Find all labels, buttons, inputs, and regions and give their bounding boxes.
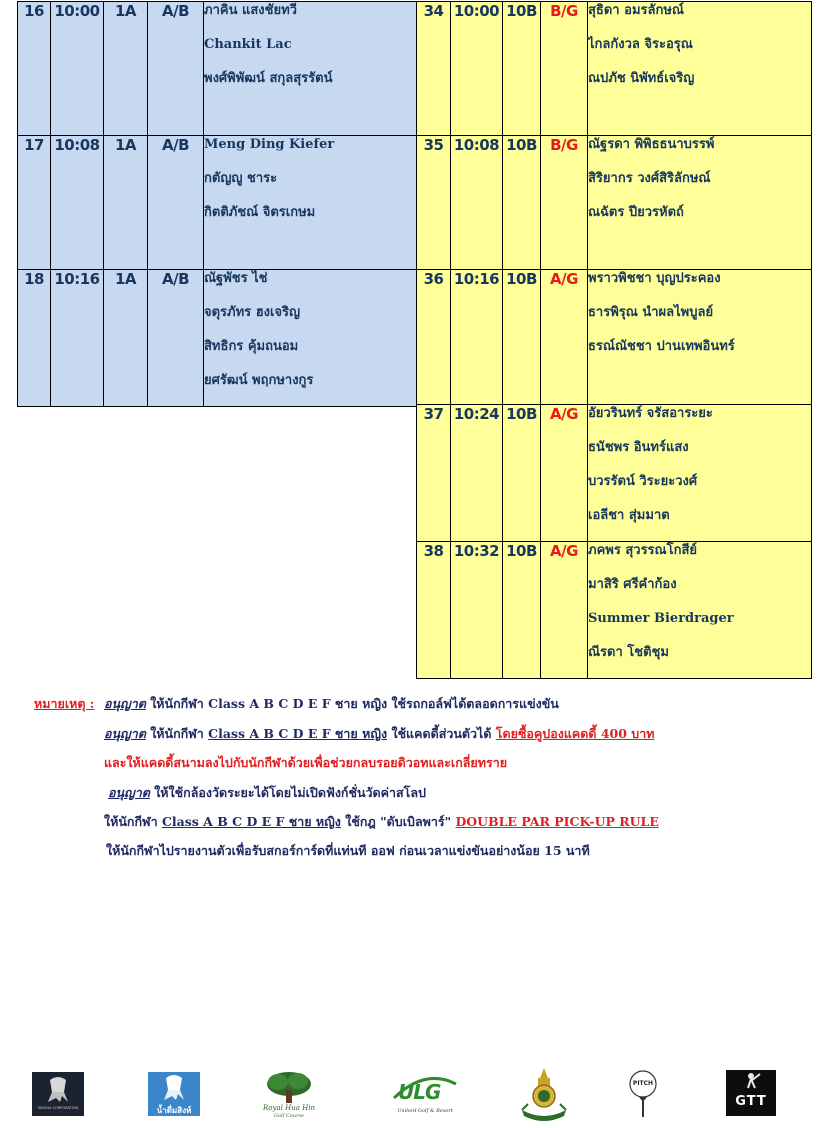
group-number: 37 (417, 405, 451, 542)
player-name: ณฉัตร ปียวรหัตถ์ (588, 205, 684, 220)
player-class: B/G (541, 2, 588, 136)
player-name: ณปภัช นิพัทธ์เจริญ (588, 71, 695, 86)
players-cell (588, 136, 812, 270)
start-hole: 1A (104, 136, 148, 270)
note-text: ให้นักกีฬา Class A B C D E F ชาย หญิง ใช้รถกอล์ฟได้ตลอดการแข่งขัน (145, 696, 559, 711)
player-class: A/B (148, 2, 204, 136)
start-hole: 1A (104, 2, 148, 136)
player-name: ภาคิน แสงชัยทวี (204, 3, 297, 18)
players-cell (588, 405, 812, 542)
golf-ball-icon (628, 1068, 658, 1122)
start-hole: 10B (503, 405, 541, 542)
class-text: Class A B C D E F ชาย หญิง (161, 814, 341, 829)
gtt-logo (726, 1070, 776, 1116)
player-name: ธรณ์ณัชชา ปานเทพอินทร์ (588, 339, 735, 354)
note-text: ให้นักกีฬาไปรายงานตัวเพื่อรับสกอร์การ์ดที่แท่นที ออฟ ก่อนเวลาแข่งขันอย่างน้อย 15 นาที (106, 843, 590, 858)
note-line-5 (104, 812, 659, 832)
left-schedule-table (17, 1, 429, 407)
crest-logo (518, 1066, 570, 1124)
player-class: A/B (148, 270, 204, 407)
tee-time: 10:16 (51, 270, 104, 407)
tee-time: 10:08 (51, 136, 104, 270)
note-text: ใช้แคดดี้ส่วนตัวได้ (387, 726, 496, 741)
player-name: สุธิดา อมรลักษณ์ (588, 3, 684, 18)
player-class: A/G (541, 270, 588, 405)
start-hole: 1A (104, 270, 148, 407)
group-number: 17 (18, 136, 51, 270)
start-hole: 10B (503, 270, 541, 405)
crest-icon (518, 1066, 570, 1124)
player-name: ไกลกังวล จิระอรุณ (588, 37, 693, 52)
logo-caption: SINGHA CORPORATION (37, 1106, 79, 1110)
singha-corporation-logo (32, 1072, 84, 1116)
player-class: A/G (541, 542, 588, 679)
players-cell (204, 270, 429, 407)
players-cell (204, 136, 429, 270)
tee-time: 10:00 (51, 2, 104, 136)
tee-time: 10:08 (451, 136, 503, 270)
note-line-1 (104, 694, 559, 714)
logo-subtext: Unilord Golf & Resort (397, 1108, 453, 1114)
player-name: อัยวรินทร์ จรัสอาระยะ (588, 406, 713, 421)
player-name: ณีรดา โชติชุม (588, 645, 669, 660)
player-name: สิริยากร วงศ์สิริลักษณ์ (588, 171, 711, 186)
player-class: B/G (541, 136, 588, 270)
note-text: ให้นักกีฬา (145, 726, 209, 741)
notes-label: หมายเหตุ : (34, 696, 95, 711)
players-cell (588, 270, 812, 405)
right-schedule-table (416, 1, 812, 679)
players-cell (588, 2, 812, 136)
group-number: 38 (417, 542, 451, 679)
player-name: ณัฐพัชร ไช่ (204, 271, 268, 286)
player-name: ธนัชพร อินทร์แสง (588, 440, 689, 455)
table-row (417, 2, 812, 136)
table-row (417, 270, 812, 405)
double-par-rule: DOUBLE PAR PICK-UP RULE (455, 814, 659, 829)
tee-time: 10:16 (451, 270, 503, 405)
table-row (417, 136, 812, 270)
start-hole: 10B (503, 136, 541, 270)
table-row (417, 542, 812, 679)
player-name: สิทธิกร คุ้มถนอม (204, 339, 299, 354)
player-name: ภคพร สุวรรณโกสีย์ (588, 543, 698, 558)
note-text: ให้ใช้กล้องวัดระยะได้โดยไม่เปิดฟังก์ชั่นวัดค่าสโลป (149, 785, 426, 800)
player-name: ธารพิรุณ นำผลไพบูลย์ (588, 305, 714, 320)
group-number: 16 (18, 2, 51, 136)
ulg-logo (390, 1074, 460, 1118)
logo-text: ULG (398, 1080, 441, 1104)
class-text: Class A B C D E F ชาย หญิง (208, 726, 388, 741)
logo-text: GTT (735, 1094, 767, 1109)
player-name: พงศ์พิพัฒน์ สกุลสุรรัตน์ (204, 71, 333, 86)
start-hole: 10B (503, 542, 541, 679)
tree-icon (258, 1070, 320, 1104)
note-text: ใช้กฎ "ดับเบิลพาร์" (340, 814, 456, 829)
tee-time: 10:00 (451, 2, 503, 136)
logo-subtext: Golf Course (273, 1113, 304, 1119)
group-number: 36 (417, 270, 451, 405)
player-name: ณัฐรดา พิพิธธนาบรรพ์ (588, 137, 715, 152)
lion-icon (148, 1072, 200, 1106)
table-row (18, 270, 429, 407)
note-line-6 (106, 841, 590, 861)
logo-caption: น้ำดื่มสิงห์ (156, 1106, 192, 1115)
players-cell (588, 542, 812, 679)
player-class: A/G (541, 405, 588, 542)
player-name: เอลีชา สุ่มมาต (588, 508, 670, 523)
note-line-2 (104, 724, 655, 744)
pitch-logo (628, 1068, 658, 1122)
caddie-note: และให้แคดดี้สนามลงไปกับนักกีฬาด้วยเพื่อช่วยกลบรอยดิวอทและเกลี่ยทราย (104, 755, 508, 770)
caddie-coupon-note: โดยซื้อคูปองแคดดี้ 400 บาท (495, 726, 655, 741)
player-class: A/B (148, 136, 204, 270)
player-name: Summer Bierdrager (588, 611, 734, 626)
notes-section (0, 690, 830, 870)
table-row (18, 136, 429, 270)
player-name: ยศรัฒน์ พฤกษางกูร (204, 373, 314, 388)
player-name: Meng Ding Kiefer (204, 137, 335, 152)
group-number: 34 (417, 2, 451, 136)
allow-word: อนุญาต (108, 785, 150, 800)
sponsor-logos (0, 1060, 830, 1126)
group-number: 18 (18, 270, 51, 407)
players-cell (204, 2, 429, 136)
group-number: 35 (417, 136, 451, 270)
tee-time: 10:24 (451, 405, 503, 542)
golfer-icon (726, 1070, 776, 1094)
note-text: ให้นักกีฬา (104, 814, 162, 829)
player-name: พราวพิชชา บุญประคอง (588, 271, 721, 286)
note-line-3 (104, 753, 507, 773)
player-name: กิตติภัชณ์ จิตรเกษม (204, 205, 316, 220)
royal-hua-hin-logo (258, 1070, 320, 1122)
logo-text: PITCH (632, 1080, 654, 1087)
table-row (417, 405, 812, 542)
logo-text: Royal Hua Hin (263, 1104, 315, 1112)
player-name: บวรรัตน์ วิระยะวงศ์ (588, 474, 698, 489)
player-name: Chankit Lac (204, 37, 292, 52)
tee-time: 10:32 (451, 542, 503, 679)
player-name: กตัญญู ชาระ (204, 171, 278, 186)
start-hole: 10B (503, 2, 541, 136)
table-row (18, 2, 429, 136)
player-name: จตุรภัทร ฮงเจริญ (204, 305, 301, 320)
allow-word: อนุญาต (104, 726, 146, 741)
note-line-4 (108, 783, 426, 803)
allow-word: อนุญาต (104, 696, 146, 711)
singha-water-logo (148, 1072, 200, 1116)
player-name: มาสิริ ศรีคำก้อง (588, 577, 677, 592)
